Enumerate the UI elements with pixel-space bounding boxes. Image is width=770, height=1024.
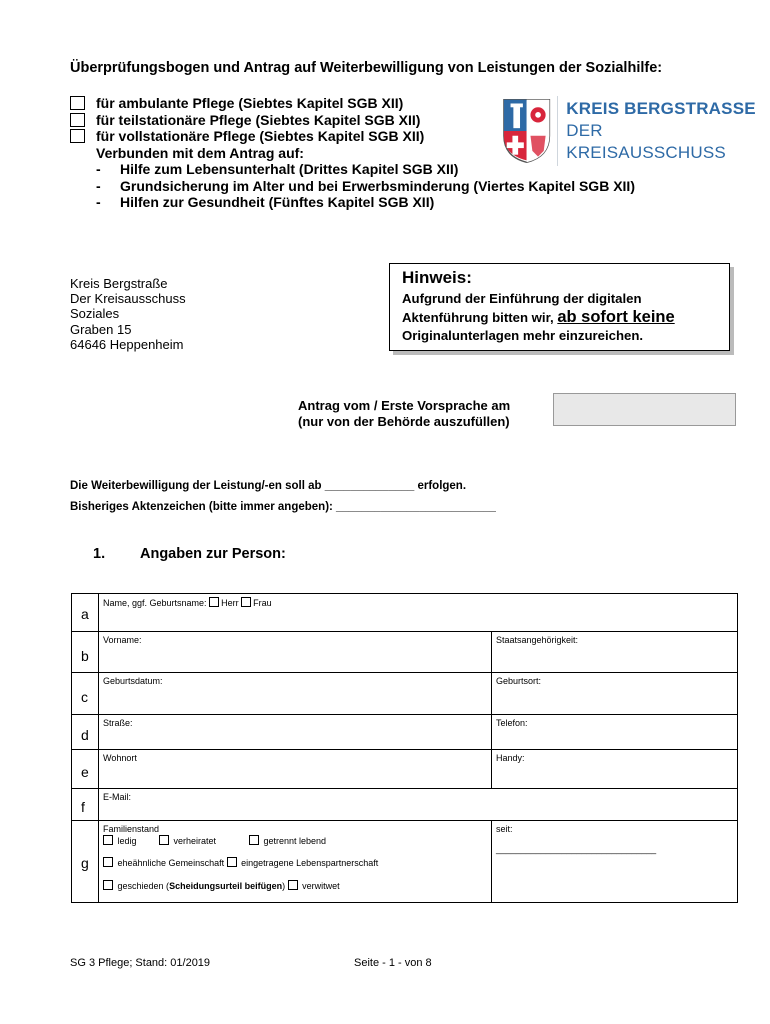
footer-version: SG 3 Pflege; Stand: 01/2019 [70, 957, 211, 969]
checkbox-geschieden[interactable] [103, 880, 113, 890]
option-vollstationaer[interactable]: für vollstationäre Pflege (Siebtes Kapitel SGB XII) [70, 128, 710, 145]
checkbox-vollstationaer[interactable] [70, 129, 85, 143]
checkbox-lebenspartnerschaft[interactable] [227, 857, 237, 867]
table-row: g Familienstand ledig verheiratet getrennt lebend eheähnliche Gemeinschaft eingetragene Lebenspartnerschaft geschieden (Scheidungsurteil beifügen) verwitwet seit: ________________________________ [72, 821, 738, 903]
form-title: Überprüfungsbogen und Antrag auf Weiterbewilligung von Leistungen der Sozialhilfe: [70, 60, 663, 76]
vorname-field[interactable]: Vorname: [99, 632, 492, 673]
checkbox-eheaehnlich[interactable] [103, 857, 113, 867]
weiterbewilligung-line: Die Weiterbewilligung der Leistung/-en soll ab ______________ erfolgen. [70, 480, 467, 492]
checkbox-frau[interactable] [241, 597, 251, 607]
table-row: a Name, ggf. Geburtsname: Herr Frau [72, 594, 738, 632]
recipient-address: Kreis Bergstraße Der Kreisausschuss Soziales Graben 15 64646 Heppenheim [70, 276, 186, 352]
telefon-field[interactable]: Telefon: [492, 715, 738, 750]
notice-box: Hinweis: Aufgrund der Einführung der digitalen Aktenführung bitten wir, ab sofort keine Originalunterlagen mehr einzureichen. [389, 263, 730, 351]
table-row: d Straße: Telefon: [72, 715, 738, 750]
combined-item: - Grundsicherung im Alter und bei Erwerbsminderung (Viertes Kapitel SGB XII) [96, 177, 635, 194]
table-row: e Wohnort Handy: [72, 750, 738, 789]
option-teilstationaer[interactable]: für teilstationäre Pflege (Siebtes Kapitel SGB XII) [70, 112, 710, 129]
logo-line2: DER KREISAUSSCHUSS [566, 121, 726, 162]
familienstand-field: Familienstand ledig verheiratet getrennt lebend eheähnliche Gemeinschaft eingetragene Lebenspartnerschaft geschieden (Scheidungsurteil beifügen) verwitwet [99, 821, 492, 903]
antrag-label: Antrag vom / Erste Vorsprache am (nur von der Behörde auszufüllen) [298, 398, 511, 429]
page-number: Seite - 1 - von 8 [354, 957, 432, 969]
strasse-field[interactable]: Straße: [99, 715, 492, 750]
email-field[interactable]: E-Mail: [99, 789, 738, 821]
table-row: f E-Mail: [72, 789, 738, 821]
name-field[interactable]: Name, ggf. Geburtsname: Herr Frau [99, 594, 738, 632]
geburtsort-field[interactable]: Geburtsort: [492, 673, 738, 715]
combined-label: Verbunden mit dem Antrag auf: [96, 144, 304, 161]
person-table [71, 593, 738, 903]
section-heading: 1. Angaben zur Person: [93, 546, 286, 562]
table-row: b Vorname: Staatsangehörigkeit: [72, 632, 738, 673]
antrag-date-field[interactable] [553, 393, 736, 426]
table-row: c Geburtsdatum: Geburtsort: [72, 673, 738, 715]
seit-field[interactable]: seit: ________________________________ [492, 821, 738, 903]
kreis-logo [502, 94, 757, 168]
logo-line1: KREIS BERGSTRASSE [566, 99, 756, 118]
checkbox-herr[interactable] [209, 597, 219, 607]
aktenzeichen-line: Bisheriges Aktenzeichen (bitte immer angeben): _________________________ [70, 501, 496, 513]
combined-item: - Hilfen zur Gesundheit (Fünftes Kapitel SGB XII) [96, 194, 435, 210]
handy-field[interactable]: Handy: [492, 750, 738, 789]
coat-of-arms-icon [502, 96, 551, 166]
checkbox-ledig[interactable] [103, 835, 113, 845]
notice-emphasis: ab sofort keine [557, 308, 675, 326]
combined-item: - Hilfe zum Lebensunterhalt (Drittes Kapitel SGB XII) [96, 161, 459, 177]
checkbox-teilstationaer[interactable] [70, 113, 85, 127]
option-ambulant[interactable]: für ambulante Pflege (Siebtes Kapitel SGB XII) [70, 95, 710, 112]
geburtsdatum-field[interactable]: Geburtsdatum: [99, 673, 492, 715]
checkbox-verheiratet[interactable] [159, 835, 169, 845]
wohnort-field[interactable]: Wohnort [99, 750, 492, 789]
continuation-text [70, 476, 496, 518]
checkbox-getrennt[interactable] [249, 835, 259, 845]
notice-title: Hinweis: [402, 268, 472, 287]
checkbox-ambulant[interactable] [70, 96, 85, 110]
checkbox-verwitwet[interactable] [288, 880, 298, 890]
staatsangehoerigkeit-field[interactable]: Staatsangehörigkeit: [492, 632, 738, 673]
